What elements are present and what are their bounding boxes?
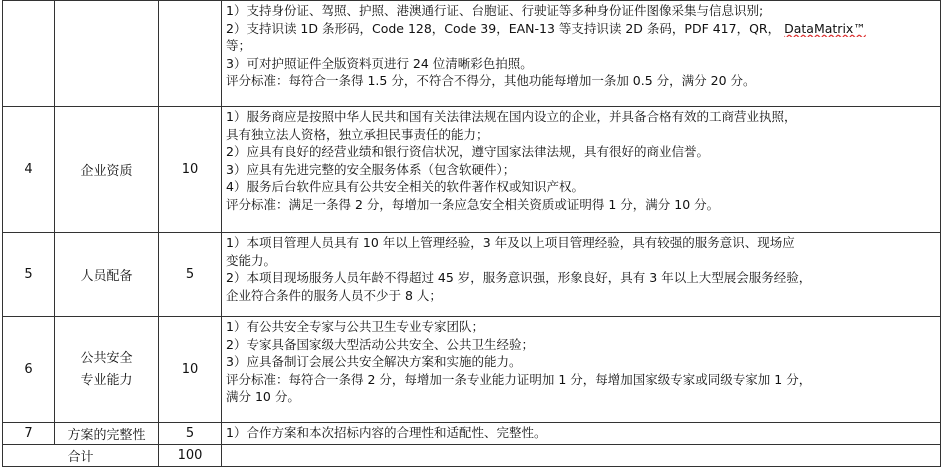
item-name-cell: 人员配备 (55, 233, 159, 317)
criteria-line: 1）支持身份证、驾照、护照、港澳通行证、台胞证、行驶证等多种身份证件图像采集与信息识别; (226, 3, 764, 18)
total-row (3, 445, 941, 467)
table-row (3, 107, 941, 233)
score-cell: 5 (159, 423, 222, 445)
criteria-line: 3）可对护照证件全版资料页进行 24 位清晰彩色拍照。 (226, 55, 533, 71)
row-number-cell: 6 (3, 317, 55, 423)
row-number-cell: 5 (3, 233, 55, 317)
item-name-cell: 企业资质 (55, 107, 159, 233)
table-row (3, 233, 941, 317)
row-number-cell: 7 (3, 423, 55, 445)
score-cell: 10 (159, 317, 222, 423)
criteria-cell (222, 107, 941, 233)
item-name-line: 公共安全 (80, 350, 133, 366)
criteria-line: 1）本项目管理人员具有 10 年以上管理经验，3 年及以上项目管理经验，具有较强的服务意识、现场应 (226, 235, 795, 250)
criteria-line: 企业符合条件的服务人员不少于 8 人； (226, 287, 442, 303)
total-empty-cell (222, 445, 941, 467)
score-cell: 5 (159, 233, 222, 317)
criteria-text: 2）支持识读 1D 条形码，Code 128，Code 39，EAN-13 等支持识读 2D 条码，PDF 417，QR， (226, 20, 781, 36)
criteria-cell (222, 1, 941, 107)
row-number-cell: 4 (3, 107, 55, 233)
criteria-cell (222, 317, 941, 423)
total-label: 合计 (3, 445, 159, 467)
total-score: 100 (159, 445, 222, 467)
criteria-line: 等； (226, 38, 252, 54)
criteria-cell (222, 423, 941, 445)
table-row (3, 317, 941, 423)
scoring-standard: 评分标准：满足一条得 2 分，每增加一条应急安全相关资质或证明得 1 分，满分 10 分。 (226, 196, 720, 212)
criteria-line (226, 20, 936, 38)
scoring-table (2, 0, 941, 467)
criteria-line: 1）服务商应是按照中华人民共和国有关法律法规在国内设立的企业，并具备合格有效的工商营业执照， (226, 109, 797, 124)
score-cell (159, 1, 222, 107)
scoring-standard: 评分标准：每符合一条得 1.5 分，不符合不得分，其他功能每增加一条加 0.5 分，满分 20 分。 (226, 73, 756, 89)
criteria-line: 2）本项目现场服务人员年龄不得超过 45 岁，服务意识强，形象良好，具有 3 年以上大型展会服务经验， (226, 270, 812, 286)
score-cell: 10 (159, 107, 222, 233)
criteria-line: 2）专家具备国家级大型活动公共安全、公共卫生经验； (226, 336, 534, 352)
scoring-standard: 评分标准：每符合一条得 2 分，每增加一条专业能力证明加 1 分，每增加国家级专家或同级专家加 1 分， (226, 371, 812, 387)
criteria-line: 具有独立法人资格，独立承担民事责任的能力； (226, 126, 489, 142)
row-number-cell (3, 1, 55, 107)
criteria-line: 1）合作方案和本次招标内容的合理性和适配性、完整性。 (226, 425, 547, 440)
criteria-line: 2）应具有良好的经营业绩和银行资信状况，遵守国家法律法规，具有很好的商业信誉。 (226, 144, 709, 160)
item-name-cell (55, 317, 159, 423)
criteria-line: 1）有公共安全专家与公共卫生专业专家团队； (226, 319, 484, 334)
criteria-line: 变能力。 (226, 252, 277, 268)
table-row (3, 423, 941, 445)
datamatrix-text: DataMatrix™ (784, 20, 866, 36)
item-name-cell: 方案的完整性 (55, 423, 159, 445)
scoring-standard: 满分 10 分。 (226, 389, 300, 405)
criteria-cell (222, 233, 941, 317)
criteria-line: 3）应具有先进完整的安全服务体系（包含软硬件）； (226, 161, 516, 177)
criteria-line: 4）服务后台软件应具有公共安全相关的软件著作权或知识产权。 (226, 179, 584, 195)
table-row (3, 1, 941, 107)
criteria-line: 3）应具备制订会展公共安全解决方案和实施的能力。 (226, 354, 522, 370)
item-name-cell (55, 1, 159, 107)
item-name-line: 专业能力 (80, 372, 133, 388)
